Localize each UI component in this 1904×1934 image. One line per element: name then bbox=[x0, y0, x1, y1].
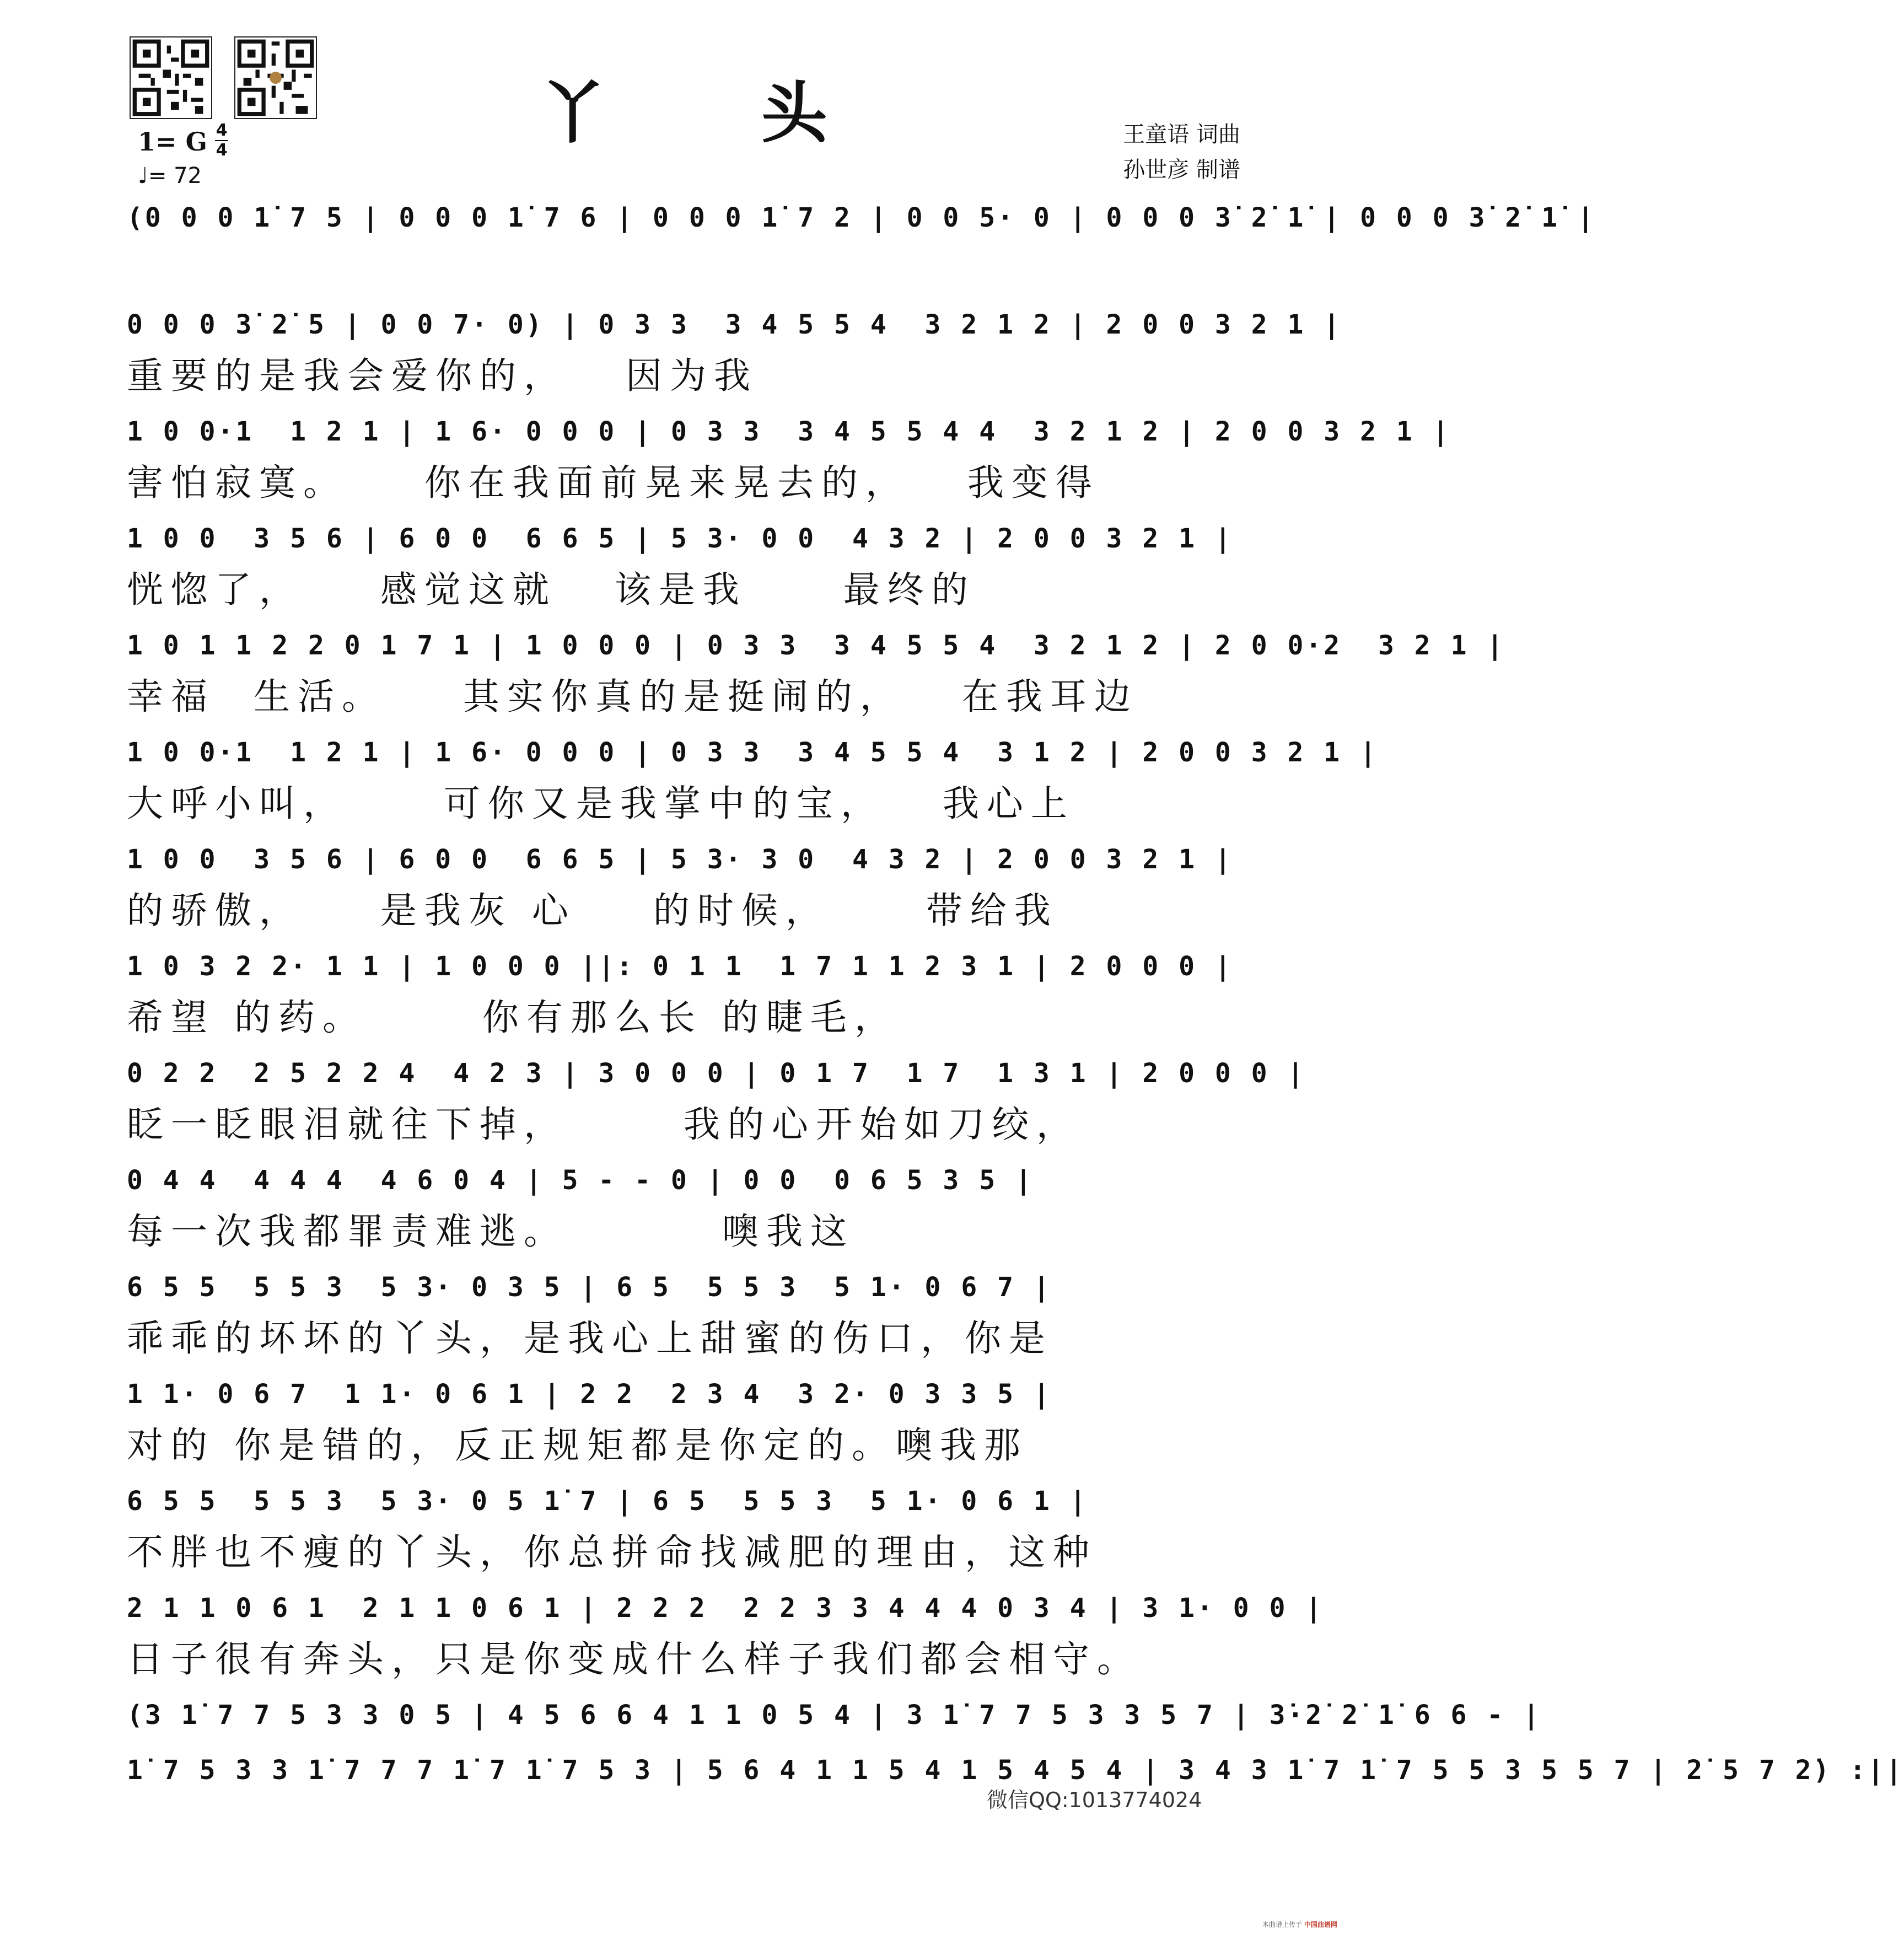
key-signature: 1= G bbox=[138, 127, 207, 157]
notation-line: 1 0 0 3 5 6 | 6 0 0 6 6 5 | 5 3· 0 0 4 3 2 | 2 0 0 3 2 1 | bbox=[127, 523, 1233, 554]
score-system bbox=[127, 402, 1451, 509]
lyric-line: 的骄傲， 是我灰 心 的时候， 带给我 bbox=[127, 889, 1058, 932]
notation-line: 1̇ 7 5 3 3 1̇ 7 7 7 1̇ 7 1̇ 7 5 3 | 5 6 4 1 1 5 4 1 5 4 5 4 | 3 4 3 1̇ 7 1̇ 7 5 5 3 5 5 7 | 2̇ 5 7 2̇) :|| bbox=[127, 1755, 1904, 1786]
score-system bbox=[127, 1044, 1306, 1151]
score-system bbox=[127, 1472, 1240, 1579]
lyric-line: 对的 你是错的，反正规矩都是你定的。噢我那 bbox=[127, 1424, 1028, 1466]
score-system bbox=[127, 296, 1342, 402]
score bbox=[127, 189, 1904, 1796]
score-system bbox=[127, 1151, 1240, 1258]
notation-line: 1 0 1 1 2 2 0 1 7 1 | 1 0 0 0 | 0 3 3 3 4 5 5 4 3 2 1 2 | 2 0 0·2 3 2 1 | bbox=[127, 630, 1505, 661]
notation-line: 2 1 1 0 6 1 2 1 1 0 6 1 | 2 2 2 2 2 3 3 4 4 4 0 3 4 | 3 1· 0 0 | bbox=[127, 1593, 1324, 1624]
notation-line: 6 5 5 5 5 3 5 3· 0 5 1̇ 7 | 6 5 5 5 3 5 1· 0 6 1 | bbox=[127, 1486, 1088, 1517]
lyric-line: 乖乖的坏坏的丫头，是我心上甜蜜的伤口，你是 bbox=[127, 1317, 1053, 1360]
score-system bbox=[127, 937, 1240, 1044]
lyric-line: 希望 的药。 你有那么长 的睫毛， bbox=[127, 996, 899, 1039]
score-system bbox=[127, 1686, 1542, 1741]
site-brand: 中国曲谱网 bbox=[1304, 1921, 1337, 1928]
notation-line: 0 0 0 3̇ 2̇ 5 | 0 0 7· 0) | 0 3 3 3 4 5 5 4 3 2 1 2 | 2 0 0 3 2 1 | bbox=[127, 309, 1342, 340]
notation-line: 1 0 3 2 2· 1 1 | 1 0 0 0 ||: 0 1 1 1 7 1 1 2 3 1 | 2 0 0 0 | bbox=[127, 951, 1233, 982]
upload-note-text: 本曲谱上传于 bbox=[1262, 1921, 1303, 1928]
notation-line: 0 2 2 2 5 2 2 4 4 2 3 | 3 0 0 0 | 0 1 7 1 7 1 3 1 | 2 0 0 0 | bbox=[127, 1058, 1306, 1089]
song-title: 丫 头 bbox=[540, 74, 894, 152]
lyric-line: 眨一眨眼泪就往下掉， 我的心开始如刀绞， bbox=[127, 1103, 1080, 1146]
score-system bbox=[127, 1258, 1240, 1365]
notation-line: 0 4 4 4 4 4 4 6 0 4 | 5 - - 0 | 0 0 0 6 5 3 5 | bbox=[127, 1165, 1034, 1196]
notation-line: (0 0 0 1̇ 7 5 | 0 0 0 1̇ 7 6 | 0 0 0 1̇ 7 2 | 0 0 5· 0 | 0 0 0 3̇ 2̇ 1̇ | 0 0 0 3̇ 2̇ 1̇ | bbox=[127, 202, 1596, 233]
lyric-line: 害怕寂寞。 你在我面前晃来晃去的， 我变得 bbox=[127, 461, 1100, 504]
score-system bbox=[127, 830, 1240, 937]
score-system bbox=[127, 723, 1378, 830]
lyric-line: 恍惚了， 感觉这就 该是我 最终的 bbox=[127, 568, 976, 611]
tempo-marking: ♩= 72 bbox=[138, 163, 202, 189]
lyric-line: 日子很有奔头，只是你变成什么样子我们都会相守。 bbox=[127, 1638, 1141, 1680]
contact-info: 微信QQ:1013774024 bbox=[987, 1788, 1202, 1812]
notation-line: 6 5 5 5 5 3 5 3· 0 3 5 | 6 5 5 5 3 5 1· 0 6 7 | bbox=[127, 1272, 1052, 1303]
notation-line: (3 1̇ 7 7 5 3 3 0 5 | 4 5 6 6 4 1 1 0 5 4 | 3 1̇ 7 7 5 3 3 5 7 | 3̇·2̇ 2̇ 1̇ 6 6 - | bbox=[127, 1700, 1542, 1731]
upload-note bbox=[1262, 1920, 1337, 1929]
score-system bbox=[127, 189, 1596, 296]
score-system bbox=[127, 1365, 1240, 1472]
score-system bbox=[127, 509, 1240, 616]
time-signature-top: 4 bbox=[216, 121, 228, 140]
score-system bbox=[127, 1579, 1324, 1686]
lyric-line: 重要的是我会爱你的， 因为我 bbox=[127, 354, 758, 397]
lyric-line: 大呼小叫， 可你又是我掌中的宝， 我心上 bbox=[127, 782, 1075, 825]
notation-line: 1 0 0 3 5 6 | 6 0 0 6 6 5 | 5 3· 3 0 4 3 2 | 2 0 0 3 2 1 | bbox=[127, 844, 1233, 875]
lyric-line: 幸福 生活。 其实你真的是挺闹的， 在我耳边 bbox=[127, 675, 1138, 718]
time-signature-bottom: 4 bbox=[216, 141, 228, 160]
score-system bbox=[127, 616, 1505, 723]
credit-score-maker: 孙世彦 制谱 bbox=[1123, 157, 1240, 182]
notation-line: 1 1· 0 6 7 1 1· 0 6 1 | 2 2 2 3 4 3 2· 0 3 3 5 | bbox=[127, 1379, 1052, 1410]
lyric-line: 每一次我都罪责难逃。 噢我这 bbox=[127, 1210, 854, 1253]
lyric-line: 不胖也不瘦的丫头，你总拼命找减肥的理由，这种 bbox=[127, 1531, 1097, 1573]
credit-lyrics-music: 王童语 词曲 bbox=[1123, 122, 1240, 147]
notation-line: 1 0 0·1 1 2 1 | 1 6· 0 0 0 | 0 3 3 3 4 5 5 4 3 1 2 | 2 0 0 3 2 1 | bbox=[127, 737, 1378, 768]
lyric-line bbox=[127, 246, 1240, 292]
notation-line: 1 0 0·1 1 2 1 | 1 6· 0 0 0 | 0 3 3 3 4 5 5 4 4 3 2 1 2 | 2 0 0 3 2 1 | bbox=[127, 416, 1451, 447]
time-signature bbox=[215, 122, 228, 159]
